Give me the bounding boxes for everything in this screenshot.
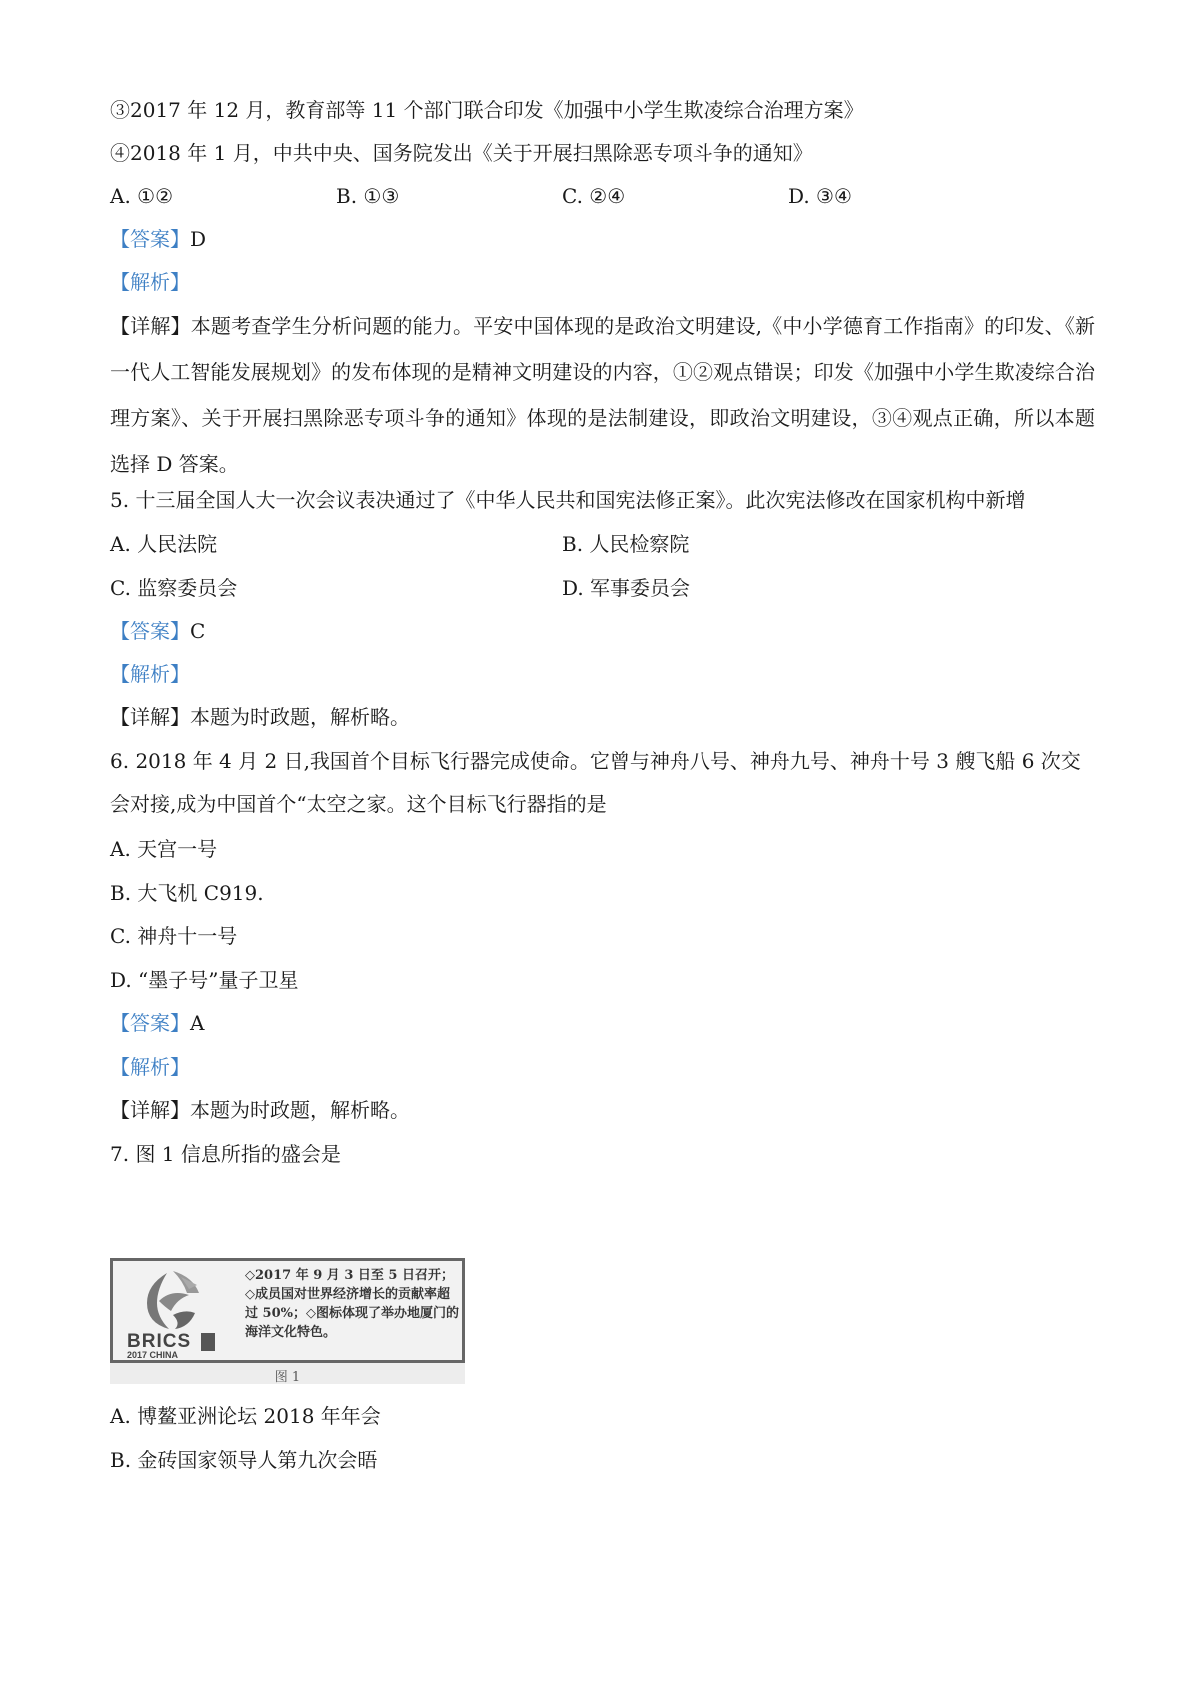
q6-analysis-label: 【解析】 <box>110 1055 190 1079</box>
q6-answer <box>110 1008 204 1038</box>
q7-stem: 7. 图 1 信息所指的盛会是 <box>110 1142 341 1166</box>
answer-label: 【答案】 <box>110 1011 190 1035</box>
q6-option-a: A. 天宫一号 <box>110 837 218 861</box>
detail-label: 【详解】 <box>110 314 191 338</box>
q6-detail <box>110 1095 410 1125</box>
answer-value: A <box>190 1011 205 1035</box>
prev-item-4: ④2018 年 1 月，中共中央、国务院发出《关于开展扫黑除恶专项斗争的通知》 <box>110 141 813 165</box>
prev-option-b: B. ①③ <box>336 184 400 208</box>
prev-answer <box>110 224 206 254</box>
prev-detail <box>110 303 1095 487</box>
q5-option-d: D. 军事委员会 <box>562 576 691 600</box>
detail-label: 【详解】 <box>110 705 190 729</box>
answer-label: 【答案】 <box>110 619 190 643</box>
q5-analysis-label: 【解析】 <box>110 662 190 686</box>
answer-value: D <box>190 227 207 251</box>
detail-text: 本题考查学生分析问题的能力。平安中国体现的是政治文明建设,《中小学德育工作指南》的印发、《新一代人工智能发展规划》的发布体现的是精神文明建设的内容，①②观点错误；印发《加强中小学生欺凌综合治理方案》、关于开展扫黑除恶专项斗争的通知》体现的是法制建设，即政治文明建设，③④观点正确，所以本题选择 D 答案。 <box>110 314 1096 476</box>
figure-caption: 图 1 <box>274 1370 301 1385</box>
q7-option-b: B. 金砖国家领导人第九次会晤 <box>110 1448 378 1472</box>
brics-logo-text: BRICS <box>127 1331 192 1352</box>
q6-option-d: D. “墨子号”量子卫星 <box>110 968 299 992</box>
q5-answer <box>110 616 205 646</box>
q5-option-c: C. 监察委员会 <box>110 576 238 600</box>
prev-analysis-label: 【解析】 <box>110 270 190 294</box>
brics-logo-icon <box>137 1267 207 1333</box>
q5-option-b: B. 人民检察院 <box>562 532 690 556</box>
detail-label: 【详解】 <box>110 1098 190 1122</box>
answer-value: C <box>190 619 206 643</box>
brics-logo-subtitle: 2017 CHINA <box>127 1350 179 1360</box>
prev-option-d: D. ③④ <box>788 184 852 208</box>
q6-stem-line1: 6. 2018 年 4 月 2 日,我国首个目标飞行器完成使命。它曾与神舟八号、神舟九号、神舟十号 3 艘飞船 6 次交 <box>110 749 1081 773</box>
figure-1 <box>110 1258 465 1384</box>
detail-text: 本题为时政题，解析略。 <box>190 705 410 729</box>
q5-detail <box>110 702 410 732</box>
q5-stem: 5. 十三届全国人大一次会议表决通过了《中华人民共和国宪法修正案》。此次宪法修改在国家机构中新增 <box>110 488 1026 512</box>
figure-frame <box>110 1258 465 1363</box>
seal-icon <box>201 1333 215 1351</box>
figure-text: ◇2017 年 9 月 3 日至 5 日召开；◇成员国对世界经济增长的贡献率超过 50%；◇图标体现了举办地厦门的海洋文化特色。 <box>245 1268 459 1340</box>
prev-option-a: A. ①② <box>110 184 174 208</box>
detail-text: 本题为时政题，解析略。 <box>190 1098 410 1122</box>
q6-option-c: C. 神舟十一号 <box>110 924 238 948</box>
q6-option-b: B. 大飞机 C919. <box>110 881 264 905</box>
q5-option-a: A. 人民法院 <box>110 532 218 556</box>
answer-label: 【答案】 <box>110 227 190 251</box>
q6-stem-line2: 会对接,成为中国首个“太空之家。这个目标飞行器指的是 <box>110 792 607 816</box>
prev-option-c: C. ②④ <box>562 184 626 208</box>
q7-option-a: A. 博鳌亚洲论坛 2018 年年会 <box>110 1404 381 1428</box>
prev-item-3: ③2017 年 12 月，教育部等 11 个部门联合印发《加强中小学生欺凌综合治理方案》 <box>110 98 864 122</box>
